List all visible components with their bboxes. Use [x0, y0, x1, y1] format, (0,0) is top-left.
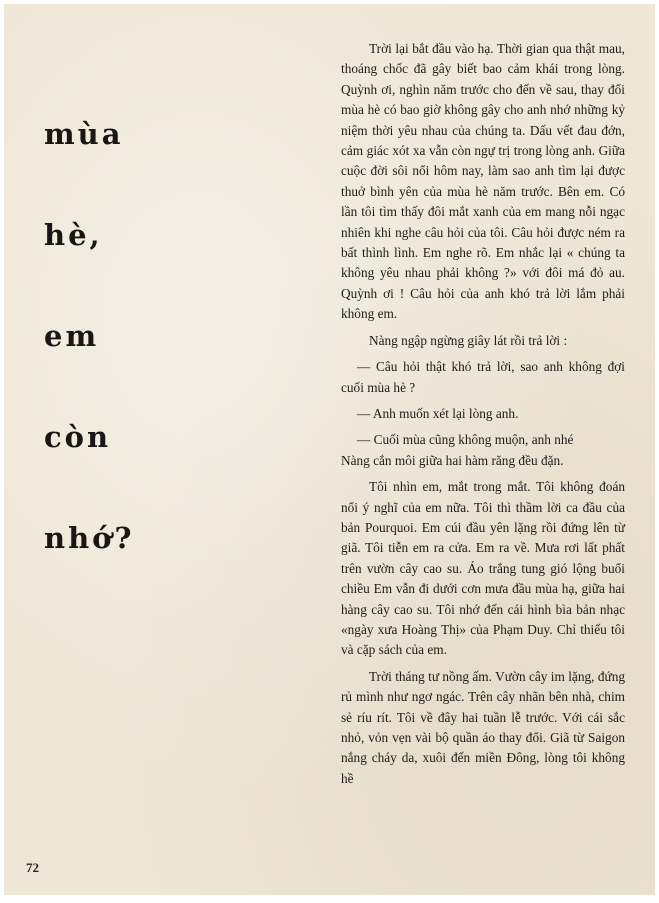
paragraph: Nàng ngập ngừng giây lát rồi trả lời : [369, 332, 568, 348]
paragraph: Trời tháng tư nồng ấm. Vườn cây im lặng, đứng rủ mình như ngơ ngác. Trên cây nhãn bên nhà, chim sẻ ríu rít. Tôi về đây hai tuần lễ trước. Với cái sắc nhỏ, vỏn vẹn vài bộ quần áo thay đổi. Giã từ Saigon nắng cháy da, xuôi đến miền Đông, lòng tôi không hề [341, 668, 625, 786]
title-line: mùa [44, 117, 124, 151]
dialogue-line: — Anh muốn xét lại lòng anh. [357, 405, 519, 421]
paragraph: Trời lại bắt đầu vào hạ. Thời gian qua thật mau, thoáng chốc đã gây biết bao cảm khái trong lòng. Quỳnh ơi, nghìn năm trước cho đến về sau, thay đổi mùa hè có bao giờ không gây cho anh nhớ những kỷ niệm thời yêu nhau của chúng ta. Dấu vết đau đớn, cảm giác xót xa vẫn còn ngự trị trong lòng anh. Giữa cuộc đời sôi nổi hôm nay, làm sao anh tìm lại được thuở bình yên của mùa hè năm trước. Bên em. Có lần tôi tìm thấy đôi mắt xanh của em mang nỗi ngạc nhiên khi nghe câu hỏi của tôi. Câu hỏi được ném ra bất thình lình. Em nghe rõ. Em nhắc lại « chúng ta không yêu nhau phải không ?» với đôi má đỏ au. Quỳnh ơi ! Câu hỏi của anh khó trả lời lắm phải không em. [341, 41, 625, 322]
page-number: 72 [26, 860, 39, 875]
dialogue-line: — Câu hỏi thật khó trả lời, sao anh không đợi cuối mùa hè ? [341, 359, 625, 395]
title-line: hè, [44, 218, 103, 252]
title-line: em [44, 319, 100, 353]
article-body [341, 39, 625, 795]
book-page [4, 4, 655, 895]
paragraph: Tôi nhìn em, mắt trong mắt. Tôi không đoán nổi ý nghĩ của em nữa. Tôi thì thầm lời ca đầu của bản Pourquoi. Em cúi đầu yên lặng rồi đứng lên từ giã. Tôi tiễn em ra cửa. Em ra về. Mưa rơi lất phất trên vườn cây cao su. Áo trắng tung gió lộng buổi chiều Em vẫn đi dưới cơn mưa đầu mùa hạ, giữa hai hàng cây cao su. Tôi nhớ đến cái hình bìa bản nhạc «ngày xưa Hoàng Thị» của Phạm Duy. Chỉ thiếu tôi và cặp sách của em. [341, 479, 625, 658]
title-line: nhớ? [44, 521, 135, 555]
paragraph: Nàng cắn môi giữa hai hàm răng đều đặn. [341, 452, 564, 468]
article-title [44, 104, 184, 609]
dialogue-line: — Cuối mùa cũng không muộn, anh nhé [357, 432, 574, 448]
title-line: còn [44, 420, 112, 454]
